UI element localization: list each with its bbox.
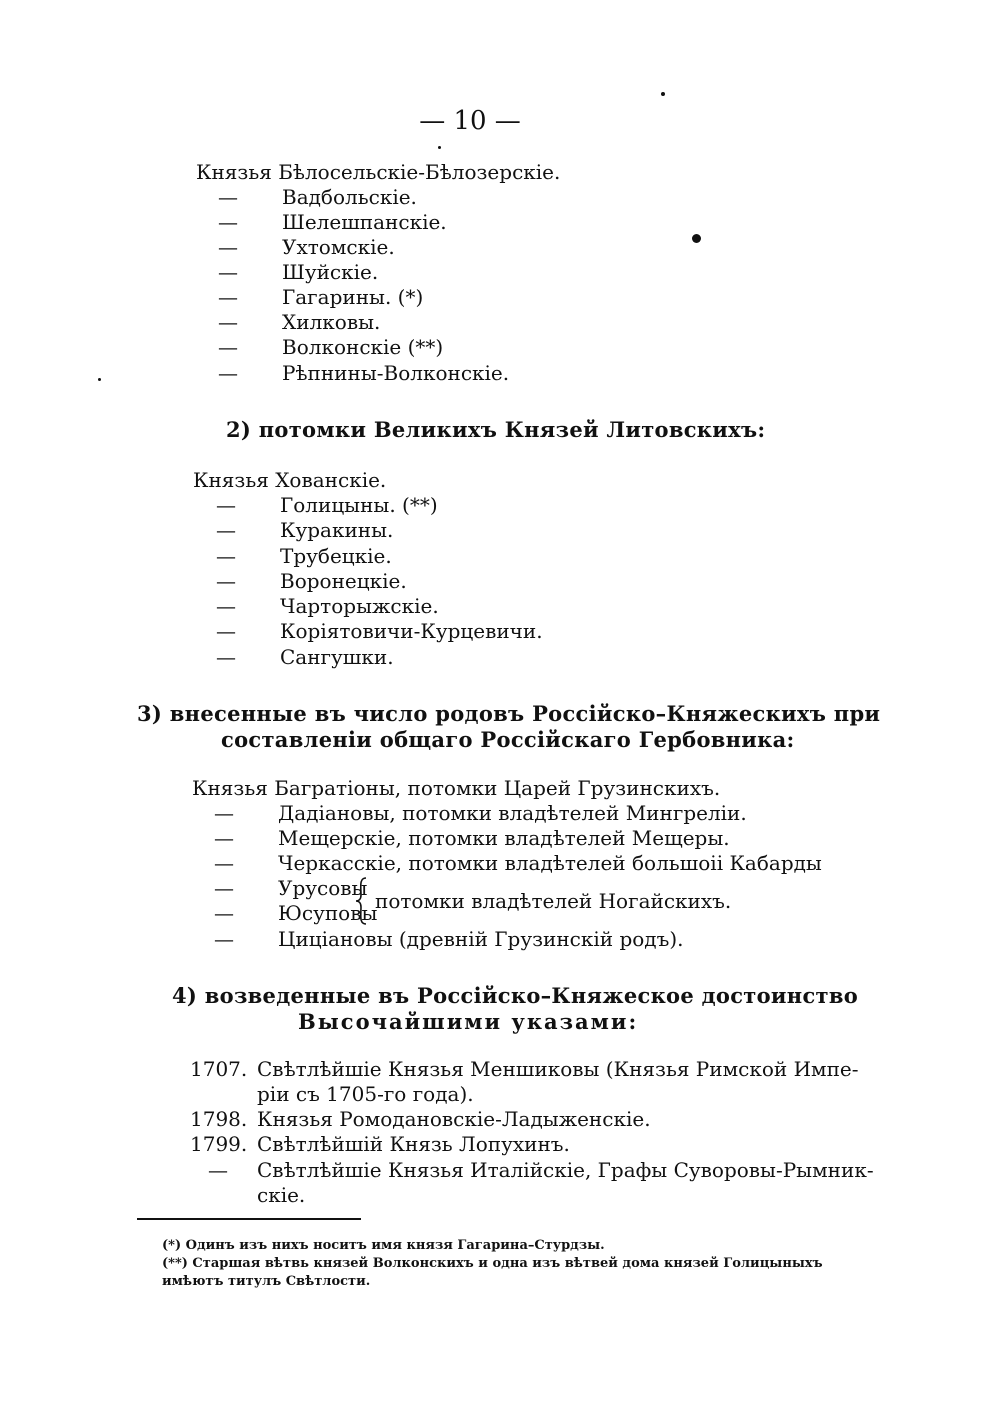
list-item: — Чарторыжскіе. (216, 594, 439, 618)
list-item: — Ухтомскіе. (218, 235, 395, 259)
scan-speck (692, 234, 701, 243)
list-item-continuation: ріи съ 1705-го года). (257, 1082, 474, 1106)
section4-heading-line1: 4) возведенные въ Россійско–Княжеское достоинство (172, 983, 859, 1008)
section3-heading-line1: 3) внесенные въ число родовъ Россійско–Княжескихъ при (137, 701, 881, 726)
footnote-divider (137, 1218, 361, 1220)
section3-lead: Князья Багратіоны, потомки Царей Грузинскихъ. (192, 776, 721, 800)
section4-heading-line2: Высочайшими указами: (298, 1009, 639, 1034)
footnote-2: (**) Старшая вѣтвь князей Волконскихъ и одна изъ вѣтвей дома князей Голицыныхъ (162, 1256, 823, 1271)
list-item: — Урусовы (214, 876, 368, 900)
list-item: — Юсуповы (214, 901, 378, 925)
list-item: — Сангушки. (216, 645, 394, 669)
list-item: — Гагарины. (*) (218, 285, 424, 309)
list-item: — Куракины. (216, 518, 394, 542)
section3-heading-line2: составленіи общаго Россійскаго Гербовника: (221, 727, 795, 752)
scan-speck (438, 146, 441, 149)
scan-speck (661, 92, 665, 96)
list-item: — Шелешпанскіе. (218, 210, 447, 234)
list-item: — Черкасскіе, потомки владѣтелей большоіі Кабарды (214, 851, 822, 875)
list-item: — Трубецкіе. (216, 544, 392, 568)
footnote-1: (*) Одинъ изъ нихъ носитъ имя князя Гагарина–Стурдзы. (162, 1238, 605, 1253)
scan-speck (98, 378, 101, 381)
list-item: — Вадбольскіе. (218, 185, 417, 209)
brace-icon (354, 877, 368, 925)
list-item: — Дадіановы, потомки владѣтелей Мингреліи. (214, 801, 747, 825)
section2-heading: 2) потомки Великихъ Князей Литовскихъ: (226, 417, 766, 442)
list-item: — Воронецкіе. (216, 569, 407, 593)
list-item: — Коріятовичи-Курцевичи. (216, 619, 543, 643)
list-item: — Хилковы. (218, 310, 381, 334)
list-item: 1798. Князья Ромодановскіе-Ладыженскіе. (190, 1107, 651, 1131)
list-item: — Голицыны. (**) (216, 493, 438, 517)
list-item: — Рѣпнины-Волконскіе. (218, 361, 510, 385)
bracket-text: потомки владѣтелей Ногайскихъ. (375, 889, 732, 913)
section2-lead: Князья Хованскіе. (193, 468, 387, 492)
list-item: 1707. Свѣтлѣйшіе Князья Меншиковы (Князья Римской Импе- (190, 1057, 859, 1081)
list-item: 1799. Свѣтлѣйшій Князь Лопухинъ. (190, 1132, 570, 1156)
list-item: — Цицiановы (древній Грузинскій родъ). (214, 927, 684, 951)
list-item-continuation: скіе. (257, 1183, 306, 1207)
list-item: — Свѣтлѣйшіе Князья Италійскіе, Графы Суворовы-Рымник- (208, 1158, 874, 1182)
list-item: — Волконскіе (**) (218, 335, 444, 359)
page-number: — 10 — (419, 106, 521, 136)
list-item: — Шуйскіе. (218, 260, 379, 284)
footnote-2-continuation: имѣютъ титулъ Свѣтлости. (162, 1274, 371, 1289)
list-item: — Мещерскіе, потомки владѣтелей Мещеры. (214, 826, 730, 850)
section1-lead: Князья Бѣлосельскіе-Бѣлозерскіе. (196, 160, 561, 184)
